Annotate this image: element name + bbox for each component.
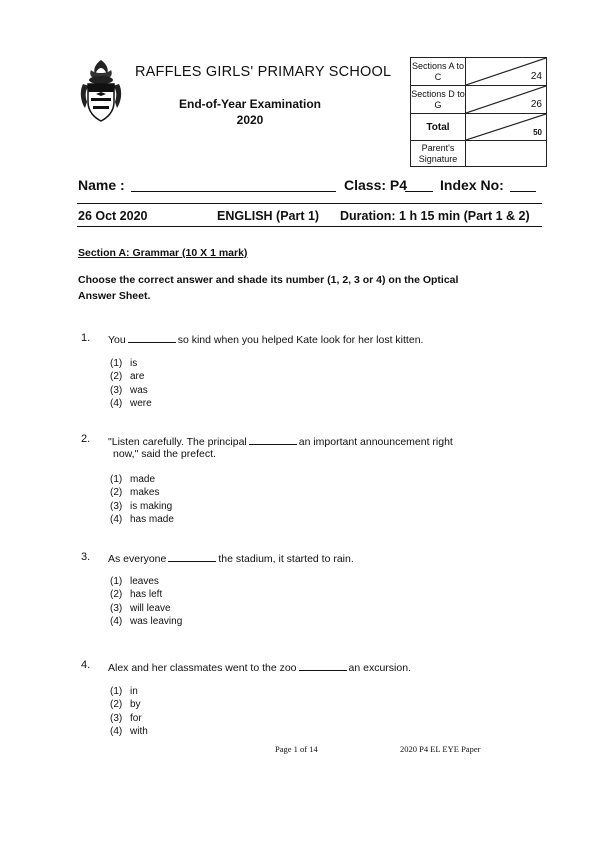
- question-text: [108, 551, 354, 565]
- question-text: [108, 332, 423, 346]
- question-text-before: You: [108, 334, 126, 346]
- answer-blank: [249, 434, 297, 445]
- option[interactable]: (2) has left: [110, 589, 163, 601]
- question-text-line2: now," said the prefect.: [113, 448, 216, 460]
- question-text-after: an important announcement right: [298, 436, 453, 448]
- score-cell: [466, 58, 547, 86]
- option[interactable]: (3) for: [110, 712, 142, 724]
- score-row-sections-a-c: [411, 58, 547, 86]
- score-label: Sections A to C: [411, 58, 466, 86]
- option[interactable]: (1) made: [110, 474, 156, 485]
- question-number: 4.: [81, 659, 91, 671]
- class-field[interactable]: [405, 191, 433, 192]
- option[interactable]: (3) will leave: [110, 602, 171, 614]
- index-label: Index No:: [440, 177, 504, 193]
- answer-blank: [299, 660, 347, 671]
- score-value: 24: [530, 71, 542, 82]
- question-text: [108, 660, 411, 674]
- question-text: [108, 434, 453, 448]
- options-list: [110, 473, 174, 527]
- option[interactable]: (3) was: [110, 384, 148, 396]
- score-cell: [466, 86, 547, 114]
- name-field[interactable]: [131, 191, 336, 192]
- divider: [77, 203, 542, 204]
- option[interactable]: (4) were: [110, 398, 152, 410]
- options-list: [110, 357, 152, 411]
- exam-year: 2020: [236, 113, 264, 127]
- school-name: RAFFLES GIRLS' PRIMARY SCHOOL: [135, 64, 392, 80]
- parent-signature-cell[interactable]: [466, 141, 547, 167]
- option[interactable]: (1) is: [110, 358, 138, 369]
- score-label: Total: [411, 114, 466, 141]
- option[interactable]: (2) by: [110, 699, 141, 711]
- answer-blank: [128, 332, 176, 343]
- paper-subject: ENGLISH (Part 1): [217, 209, 320, 223]
- question-number: 2.: [81, 433, 91, 445]
- class-label: Class: P4: [344, 177, 408, 193]
- option[interactable]: (3) is making: [110, 500, 173, 512]
- question-text-before: "Listen carefully. The principal: [108, 436, 247, 448]
- question-number: 1.: [81, 332, 91, 344]
- score-label: Parent's Signature: [411, 141, 466, 167]
- score-table: [410, 57, 547, 167]
- question-text-after: so kind when you helped Kate look for her lost kitten.: [177, 334, 424, 346]
- answer-blank: [168, 551, 216, 562]
- section-title: Section A: Grammar (10 X 1 mark): [78, 247, 248, 259]
- score-row-parent-signature: [411, 141, 547, 167]
- question-text-after: the stadium, it started to rain.: [218, 553, 354, 565]
- name-label: Name :: [78, 177, 125, 193]
- divider: [77, 226, 542, 227]
- option[interactable]: (4) has made: [110, 514, 174, 526]
- question-text-after: an excursion.: [348, 662, 411, 674]
- exam-title: End-of-Year Examination: [178, 97, 322, 111]
- paper-date: 26 Oct 2020: [78, 209, 148, 223]
- score-label: Sections D to G: [411, 86, 466, 114]
- option[interactable]: (2) makes: [110, 487, 160, 499]
- option[interactable]: (4) with: [110, 726, 148, 738]
- score-value: 50: [533, 128, 542, 137]
- school-crest-logo: [77, 58, 125, 124]
- question-number: 3.: [81, 551, 91, 563]
- score-row-sections-d-g: [411, 86, 547, 114]
- score-row-total: [411, 114, 547, 141]
- index-field[interactable]: [510, 191, 536, 192]
- score-value: 26: [530, 99, 542, 110]
- option[interactable]: (2) are: [110, 371, 145, 383]
- question-text-before: Alex and her classmates went to the zoo: [108, 662, 297, 674]
- section-instruction: Choose the correct answer and shade its number (1, 2, 3 or 4) on the Optical Answer Sheet.: [78, 274, 459, 302]
- question-text-before: As everyone: [108, 553, 167, 565]
- paper-code: 2020 P4 EL EYE Paper: [400, 744, 481, 754]
- options-list: [110, 685, 148, 739]
- options-list: [110, 575, 182, 629]
- option[interactable]: (1) in: [110, 686, 138, 697]
- paper-duration: Duration: 1 h 15 min (Part 1 & 2): [340, 209, 530, 223]
- option[interactable]: (4) was leaving: [110, 616, 183, 628]
- option[interactable]: (1) leaves: [110, 576, 159, 587]
- page-number: Page 1 of 14: [275, 744, 318, 754]
- score-cell: [466, 114, 547, 141]
